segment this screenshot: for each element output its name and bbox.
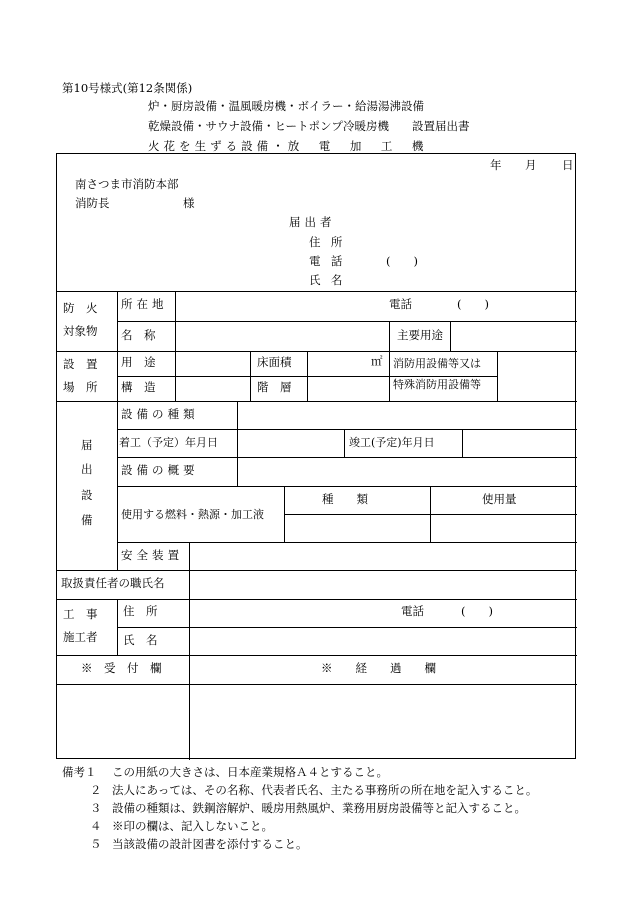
contractor-address-label: 住 所 — [123, 604, 158, 618]
note-3: 設備の種類は、鉄鋼溶解炉、暖房用熱風炉、業務用厨房設備等と記入すること。 — [112, 801, 526, 815]
fire-equip-label-2: 特殊消防用設備等 — [393, 378, 481, 391]
addressee-sama: 様 — [183, 196, 195, 210]
fire-object-label-2: 対象物 — [63, 324, 98, 338]
form-number: 第10号様式(第12条関係) — [62, 81, 193, 95]
equip-overview-label: 設備の概要 — [121, 463, 199, 477]
note-4: ※印の欄は、記入しないこと。 — [112, 819, 273, 833]
note-4-label: ４ — [90, 819, 102, 833]
location-label: 所在地 — [121, 297, 168, 311]
note-5: 当該設備の設計図書を添付すること。 — [112, 837, 308, 851]
fire-equip-label-1: 消防用設備等又は — [393, 357, 481, 370]
contractor-name-label: 氏 名 — [123, 633, 158, 647]
floors-label: 階 層 — [257, 380, 292, 394]
reception-column-header: ※ 受 付 欄 — [81, 661, 162, 675]
structure-label: 構 造 — [121, 380, 156, 394]
date-day: 日 — [562, 158, 574, 172]
applicant-label: 届出者 — [289, 215, 336, 229]
applicant-address-label: 住所 — [309, 235, 353, 249]
location-phone-label: 電話 — [389, 297, 412, 311]
notify-equip-char-3: 設 — [81, 488, 93, 502]
addressee-title: 消防長 — [75, 196, 110, 210]
main-use-label: 主要用途 — [397, 328, 443, 342]
contractor-phone-label: 電話 — [401, 604, 424, 618]
title-line-3: 火花を生ずる設備・放 電 加 工 機 — [148, 139, 428, 153]
equip-type-label: 設備の種類 — [121, 407, 199, 421]
start-date-label: 着工（予定）年月日 — [119, 436, 218, 449]
addressee-org: 南さつま市消防本部 — [75, 177, 179, 191]
fire-object-label-1: 防 火 — [63, 301, 98, 315]
application-form — [56, 153, 576, 759]
notify-equip-char-1: 届 — [81, 438, 93, 452]
notify-equip-char-4: 備 — [81, 513, 93, 527]
notify-equip-char-2: 出 — [81, 462, 93, 476]
date-year: 年 — [490, 158, 502, 172]
name-label: 名 称 — [121, 328, 156, 342]
note-2: 法人にあっては、その名称、代表者氏名、主たる事務所の所在地を記入すること。 — [112, 783, 538, 797]
note-1-label: 備考１ — [62, 765, 97, 779]
amount-header: 使用量 — [482, 492, 517, 506]
title-line-2: 乾燥設備・サウナ設備・ヒートポンプ冷暖房機 設置届出書 — [148, 119, 470, 133]
note-5-label: ５ — [90, 837, 102, 851]
end-date-label: 竣工(予定)年月日 — [349, 436, 435, 449]
floor-area-label: 床面積 — [257, 355, 292, 369]
applicant-phone-label: 電話 — [309, 254, 353, 268]
contractor-label-2: 施工者 — [63, 630, 98, 644]
install-place-label-1: 設 置 — [63, 357, 98, 371]
location-phone-paren: ( ) — [457, 297, 489, 311]
date-month: 月 — [525, 158, 537, 172]
safety-device-label: 安全装置 — [121, 548, 184, 562]
use-label: 用 途 — [121, 355, 156, 369]
title-line-1: 炉・厨房設備・温風暖房機・ボイラー・給湯湯沸設備 — [148, 99, 424, 113]
applicant-phone-paren: ( ) — [386, 254, 418, 268]
note-3-label: ３ — [90, 801, 102, 815]
m2-unit: ㎡ — [371, 354, 383, 368]
install-place-label-2: 場 所 — [63, 380, 98, 394]
manager-label: 取扱責任者の職氏名 — [61, 576, 165, 590]
note-1: この用紙の大きさは、日本産業規格Ａ４とすること。 — [112, 765, 388, 779]
note-2-label: ２ — [90, 783, 102, 797]
kind-header: 種 類 — [322, 492, 368, 506]
contractor-phone-paren: ( ) — [461, 604, 493, 618]
fuel-label: 使用する燃料・熱源・加工液 — [121, 508, 264, 521]
progress-column-header: ※ 経 過 欄 — [321, 661, 436, 675]
contractor-label-1: 工 事 — [63, 607, 98, 621]
applicant-name-label: 氏名 — [309, 273, 353, 287]
